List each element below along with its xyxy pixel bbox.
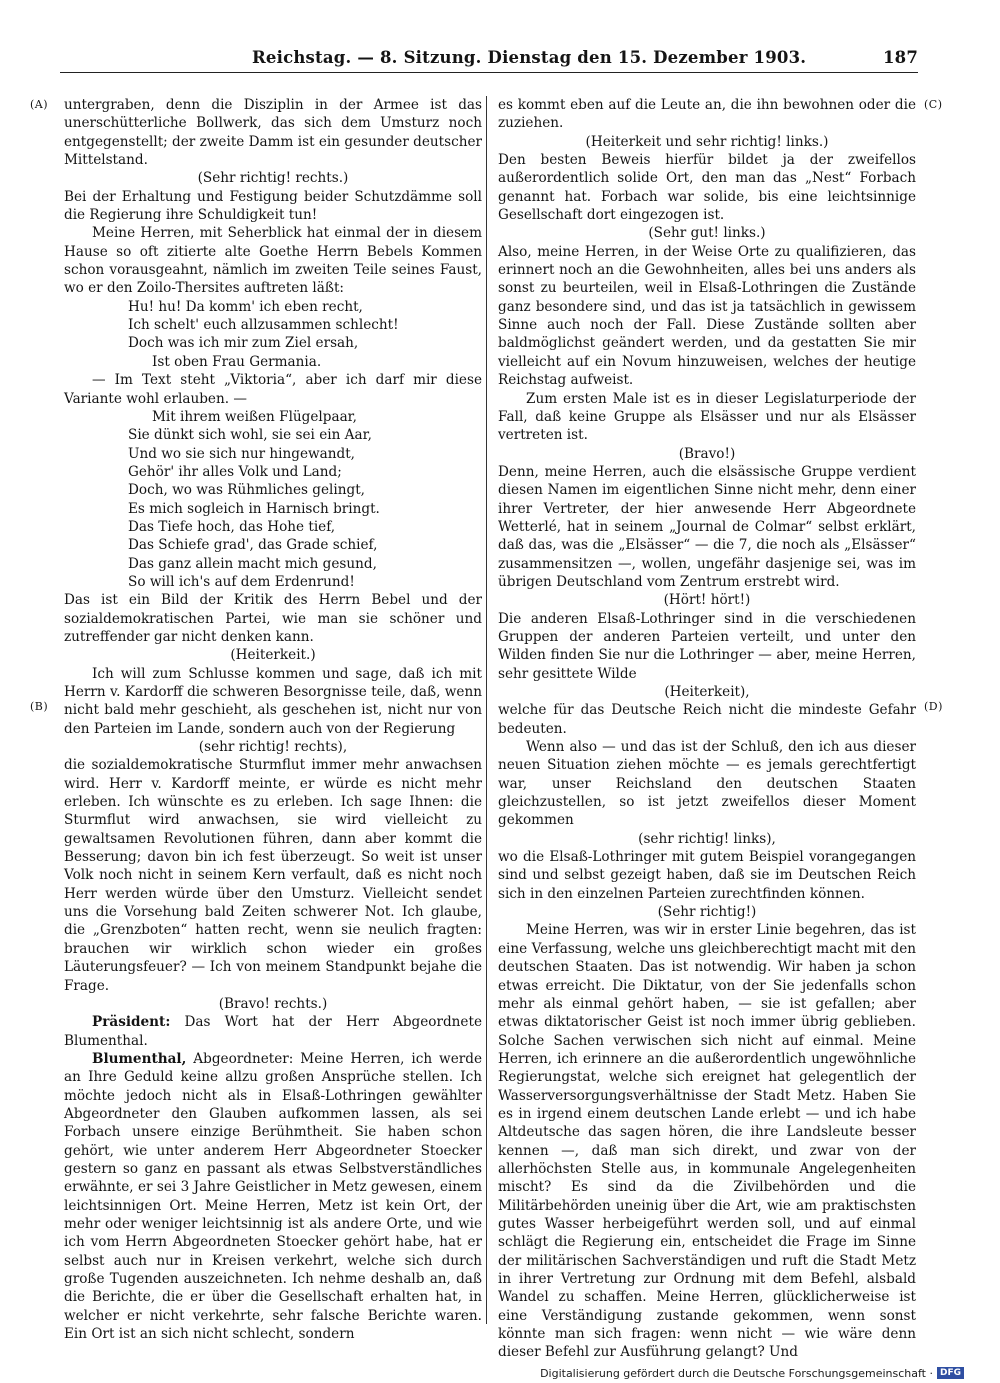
interjection: (sehr richtig! rechts), bbox=[198, 739, 348, 756]
paragraph: Meine Herren, mit Seherblick hat einmal der in diesem Hause so oft zitierte alte Goethe Herrn Bebels Kommen schon vorausgeahnt, nämlich im zweiten Teile seines Faust, wo er den Zoilo-Thersites auftreten läßt: bbox=[64, 225, 482, 297]
verse-line: Doch, wo was Rühmliches gelingt, bbox=[128, 482, 365, 499]
paragraph: Den besten Beweis hierfür bildet ja der zweifellos außerordentlich solide Ort, den man das „Nest“ Forbach genannt hat. Forbach war solide, bis eine leichtsinnige Gesellschaft dort eingezogen ist. bbox=[498, 152, 916, 224]
paragraph: Also, meine Herren, in der Weise Orte zu qualifizieren, das erinnert noch an die Gewohnheiten, alles bei uns anders als sonst zu beurteilen, weil in Elsaß-Lothringen die Zustände ganz besondere sind, und das ist ja tatsächlich in gewissem Sinne auch noch der Fall. Diese Zustände sollten aber baldmöglichst geändert werden, und da gestatten Sie mir vielleicht auf ein Novum hinzuweisen, welches der heutige Reichstag aufweist. bbox=[498, 243, 916, 389]
verse-line: Ist oben Frau Germania. bbox=[152, 353, 322, 370]
dfg-logo: DFG bbox=[937, 1367, 964, 1379]
paragraph: die sozialdemokratische Sturmflut immer mehr anwachsen wird. Herr v. Kardorff meinte, er würde es nicht mehr erleben. Ich wünschte es zu erleben. Ich sage Ihnen: die Sturmflut wird anwachsen, sie wird vielleicht zu gewaltsamen Revolutionen führen, dann aber kommt die Besserung; davon bin ich fest überzeugt. So weit ist unser Volk noch nicht in seinem Kern verfault, daß es nicht noch Herr werden würde über den Umsturz. Vielleicht sendet uns die Vorsehung bald Zeiten schwerer Not. Ich glaube, die „Grenzboten“ hatten recht, wenn sie neulich fragten: brauchen wir wirklich schon wieder ein großes Läuterungsfeuer? — Ich von meinem Standpunkt bejahe die Frage. bbox=[64, 757, 482, 994]
interjection: (Hört! hört!) bbox=[663, 592, 751, 609]
interjection: (Bravo!) bbox=[678, 445, 736, 462]
verse-line: So will ich's auf dem Erdenrund! bbox=[128, 573, 355, 590]
paragraph: Zum ersten Male ist es in dieser Legislaturperiode der Fall, daß keine Gruppe als Elsässer und nur als Elsässer vertreten ist. bbox=[498, 390, 916, 444]
verse-line: Sie dünkt sich wohl, sie sei ein Aar, bbox=[128, 427, 372, 444]
paragraph: es kommt eben auf die Leute an, die ihn bewohnen oder die zuziehen. bbox=[498, 97, 916, 132]
right-text-column bbox=[498, 96, 916, 1362]
paragraph: Bei der Erhaltung und Festigung beider Schutzdämme soll die Regierung ihre Schuldigkeit tun! bbox=[64, 188, 482, 224]
verse-line: Das Tiefe hoch, das Hohe tief, bbox=[128, 518, 336, 535]
verse-line: Das Schiefe grad', das Grade schief, bbox=[128, 537, 378, 554]
margin-mark-c: (C) bbox=[924, 98, 943, 111]
interjection: (Heiterkeit), bbox=[664, 684, 750, 700]
speech-text: Das Wort hat der Herr Abgeordnete Blumenthal. bbox=[64, 1014, 482, 1049]
interjection: (sehr richtig! links), bbox=[638, 830, 776, 847]
verse-line: Ich schelt' euch allzusammen schlecht! bbox=[128, 317, 399, 334]
header-rule bbox=[60, 72, 918, 73]
column-divider bbox=[486, 96, 487, 1324]
verse-line: Und wo sie sich nur hingewandt, bbox=[128, 445, 355, 462]
paragraph: welche für das Deutsche Reich nicht die mindeste Gefahr bedeuten. bbox=[498, 702, 916, 737]
paragraph: Wenn also — und das ist der Schluß, den ich aus dieser neuen Situation ziehen möchte — es jemals gerechtfertigt war, unser Reichsland den deutschen Staaten gleichzustellen, so ist jetzt zweifellos dieser Moment gekommen bbox=[498, 739, 916, 829]
interjection: (Sehr richtig!) bbox=[657, 904, 757, 921]
interjection: (Bravo! rechts.) bbox=[218, 995, 328, 1012]
paragraph: Die anderen Elsaß-Lothringer sind in die verschiedenen Gruppen der anderen Parteien verteilt, und unter den Wilden finden Sie nur die Lothringer — aber, meine Herren, sehr gesittete Wilde bbox=[498, 610, 916, 682]
speaker-name: Blumenthal, bbox=[92, 1050, 187, 1067]
paragraph: — Im Text steht „Viktoria“, aber ich darf mir diese Variante wohl erlauben. — bbox=[64, 372, 482, 407]
paragraph: Das ist ein Bild der Kritik des Herrn Bebel und der sozialdemokratischen Partei, wie man sie schöner und zutreffender gar nicht denken kann. bbox=[64, 592, 482, 645]
speech-text: Abgeordneter: Meine Herren, ich werde an Ihre Geduld keine allzu großen Ansprüche stellen. Ich möchte jedoch nicht als in Elsaß-Lothringen gewählter Abgeordneter den Glauben aufkommen lassen, als sei Forbach unsere einzige Berühmtheit. Sie haben schon gehört, wie unter anderem Herr Abgeordneter Stoecker gestern so ganz en passant als etwas Selbstverständliches erwähnte, er sei 3 Jahre Geistlicher in Metz gewesen, einem leichtsinnigen Ort. Meine Herren, Metz ist kein Ort, der mehr oder weniger leichtsinnig ist als andere Orte, und wie ich vom Herrn Abgeordneten Stoecker gehört habe, hat er selbst auch nur in Kreisen verkehrt, welche sich durch große Tugenden auszeichneten. Ich nehme deshalb an, daß die Berichte, die er über die Gesellschaft erhalten hat, in welcher er nicht verkehrte, sehr falsche Berichte waren. Ein Ort ist an sich nicht schlecht, sondern bbox=[64, 1050, 482, 1343]
margin-mark-a: (A) bbox=[30, 98, 49, 111]
paragraph: Denn, meine Herren, auch die elsässische Gruppe verdient diesen Namen im eigentlichen Sinne nicht mehr, denn einer ihrer Vertreter, der hier anwesende Herr Abgeordnete Wetterlé, hat in seinem „Journal de Colmar“ selbst erklärt, daß das, was die „Elsässer“ — die 7, die noch als „Elsässer“ zusammensitzen —, wollen, ungefähr dasjenige sei, was im übrigen Deutschland vom Zentrum erstrebt wird. bbox=[498, 463, 916, 590]
verse-line: Hu! hu! Da komm' ich eben recht, bbox=[128, 298, 363, 315]
credit-text: Digitalisierung gefördert durch die Deutsche Forschungsgemeinschaft · bbox=[540, 1366, 933, 1380]
interjection: (Heiterkeit und sehr richtig! links.) bbox=[585, 133, 829, 150]
interjection: (Sehr richtig! rechts.) bbox=[197, 170, 349, 187]
left-text-column bbox=[64, 96, 482, 1343]
verse-line: Gehör' ihr alles Volk und Land; bbox=[128, 463, 342, 480]
margin-mark-d: (D) bbox=[924, 700, 943, 713]
interjection: (Heiterkeit.) bbox=[230, 647, 316, 664]
verse-line: Es mich sogleich in Harnisch bringt. bbox=[128, 500, 380, 517]
paragraph: Meine Herren, was wir in erster Linie begehren, das ist eine Verfassung, welche uns gleichberechtigt macht mit den deutschen Staaten. Das ist notwendig. Wir haben ja schon etwas erreicht. Die Diktatur, von der Sie jedenfalls schon mehr als einmal gehört haben, — sie ist gefallen; aber etwas diktatorischer Geist ist noch immer übrig geblieben. Solche Sachen verwischen sich nicht auf einmal. Meine Herren, ich erinnere an die außerordentlich ungewöhnliche Regierungstat, welche sich ereignet hat gelegentlich der Wasserversorgungsverhältnisse der Stadt Metz. Haben Sie es in irgend einem deutschen Lande erlebt — und ich habe Altdeutsche das sagen hören, die ihre Landsleute besser kennen —, daß man sich direkt, und zwar von der allerhöchsten Stelle aus, in kommunale Angelegenheiten mischt? Es sind da die Zivilbehörden und die Militärbehörden uneinig über die Art, wie am praktischsten gutes Wasser herbeigeführt werden soll, und auf einmal schlägt die Regierung ein, entscheidet die Frage im Sinne der militärischen Sachverständigen und ruft die Stadt Metz in ihrer Vertretung zur Ordnung mit dem Befehl, alsbald Wandel zu schaffen. Meine Herren, glücklicherweise ist eine Verständigung zustande gekommen, wenn sonst könnte man sich fragen: wenn nicht — wie wäre denn dieser Befehl zur Ausführung gelangt? Und bbox=[498, 922, 916, 1361]
verse-line: Doch was ich mir zum Ziel ersah, bbox=[128, 335, 359, 352]
header-title: Reichstag. — 8. Sitzung. Dienstag den 15. Dezember 1903. bbox=[252, 48, 807, 67]
speaker-paragraph bbox=[64, 1013, 482, 1050]
running-header bbox=[60, 48, 918, 72]
paragraph: wo die Elsaß-Lothringer mit gutem Beispiel vorangegangen sind und selbst gezeigt haben, daß sie im Deutschen Reich sich in den einzelnen Parteien zurechtfinden können. bbox=[498, 849, 916, 902]
verse-line: Mit ihrem weißen Flügelpaar, bbox=[152, 408, 358, 425]
digitization-credit bbox=[540, 1366, 964, 1380]
speaker-paragraph bbox=[64, 1050, 482, 1344]
paragraph: untergraben, denn die Disziplin in der Armee ist das unerschütterliche Bollwerk, das sich dem Umsturz noch entgegenstellt; der zweite Damm ist ein gesunder deutscher Mittelstand. bbox=[64, 97, 482, 169]
margin-mark-b: (B) bbox=[30, 700, 49, 713]
verse-line: Das ganz allein macht mich gesund, bbox=[128, 555, 377, 572]
interjection: (Sehr gut! links.) bbox=[648, 225, 766, 242]
paragraph: Ich will zum Schlusse kommen und sage, daß ich mit Herrn v. Kardorff die schweren Besorgnisse teile, daß, wenn nicht bald mehr geschieht, als geschehen ist, nicht nur von den Parteien im Lande, sondern auch von der Regierung bbox=[64, 665, 482, 737]
speaker-name: Präsident: bbox=[92, 1014, 171, 1031]
page-number: 187 bbox=[882, 48, 918, 67]
